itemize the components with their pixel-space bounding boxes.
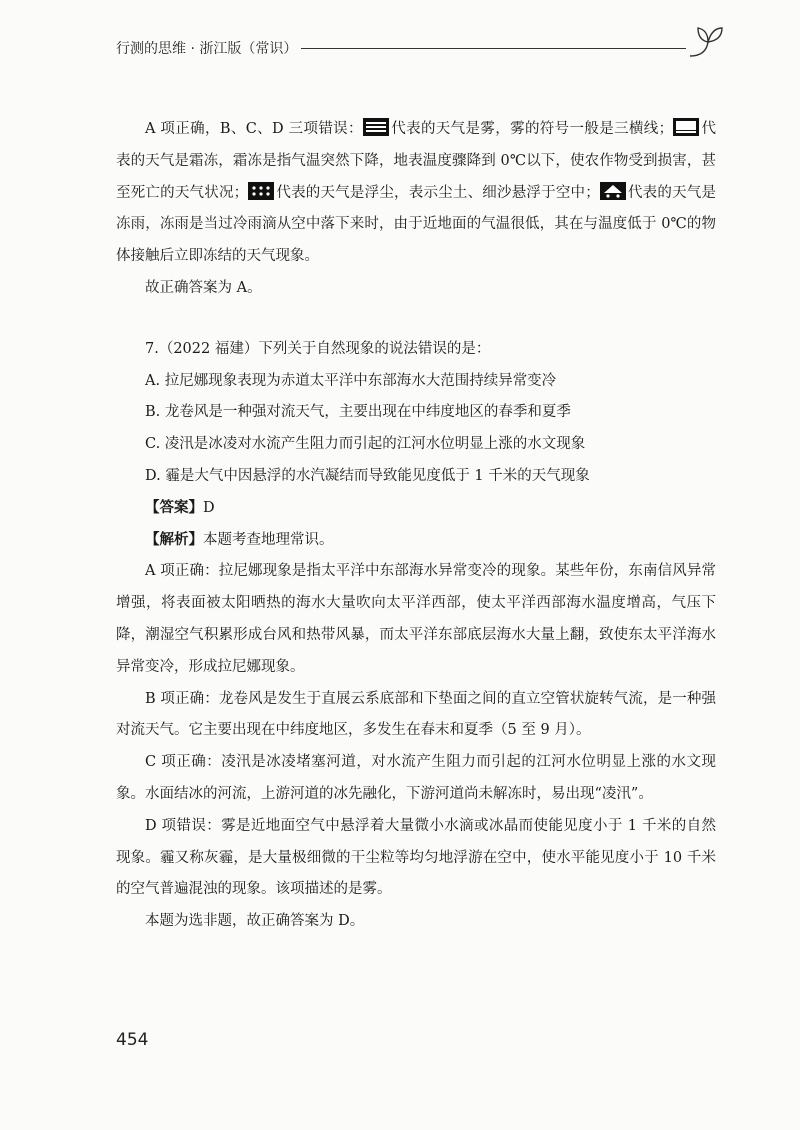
dust-description: 代表的天气是浮尘，表示尘土、细沙悬浮于空中； (276, 184, 600, 201)
question-option-d: D. 霾是大气中因悬浮的水汽凝结而导致能见度低于 1 千米的天气现象 (145, 467, 590, 484)
answer-line (116, 493, 716, 525)
question-option-a: A. 拉尼娜现象表现为赤道太平洋中东部海水大范围持续异常变冷 (145, 372, 557, 389)
analysis-paragraph-a: A 项正确：拉尼娜现象是指太平洋中东部海水异常变冷的现象。某些年份，东南信风异常增强，将表面被太阳晒热的海水大量吹向太平洋西部，使太平洋西部海水温度增高，气压下降，潮湿空气积累形成台风和热带风暴，而太平洋东部底层海水大量上翻，致使东太平洋海水异常变冷，形成拉尼娜现象。 (116, 563, 716, 675)
analysis-paragraph-c: C 项正确：凌汛是冰凌堵塞河道，对水流产生阻力而引起的江河水位明显上涨的水文现象。水面结冰的河流，上游河道的冰先融化，下游河道尚未解冻时，易出现“凌汛”。 (116, 754, 716, 802)
header-rule (301, 48, 686, 49)
answer-value: D (203, 499, 215, 516)
header-title: 行测的思维 · 浙江版（常识） (116, 41, 298, 57)
analysis-intro-line (116, 525, 716, 557)
running-header (116, 34, 716, 64)
question-option-c: C. 凌汛是冰凌对水流产生阻力而引起的江河水位明显上涨的水文现象 (145, 436, 586, 453)
leaf-sprout-icon (686, 20, 726, 60)
question-option-b: B. 龙卷风是一种强对流天气，主要出现在中纬度地区的春季和夏季 (145, 404, 571, 421)
fog-description: 代表的天气是雾，雾的符号一般是三横线； (390, 121, 674, 137)
freezing-rain-description: 代表的天气是冻雨，冻雨是当过冷雨滴从空中落下来时，由于近地面的气温很低，其在与温度低于 0℃的物体接触后立即冻结的天气现象。 (116, 184, 717, 265)
analysis-label: 【解析】 (145, 531, 203, 548)
question-stem: 7.（2022 福建）下列关于自然现象的说法错误的是： (145, 340, 491, 357)
freezing-rain-symbol-icon (600, 182, 626, 200)
page-number: 454 (116, 1030, 149, 1050)
dust-symbol-icon (248, 182, 274, 200)
section-gap (116, 305, 716, 334)
frost-description: 代表的天气是霜冻，霜冻是指气温突然下降，地表温度骤降到 0℃以下，使农作物受到损害，甚至死亡的天气状况； (116, 121, 716, 201)
answer-label: 【答案】 (145, 499, 203, 516)
fog-symbol-icon (363, 118, 389, 136)
first-conclusion: 故正确答案为 A。 (145, 279, 262, 296)
analysis-paragraph-d: D 项错误：雾是近地面空气中悬浮着大量微小水滴或冰晶而使能见度小于 1 千米的自然现象。霾又称灰霾，是大量极细微的干尘粒等均匀地浮游在空中，使水平能见度小于 10 千米的空气普遍混浊的现象。该项描述的是雾。 (116, 817, 716, 898)
analysis-paragraph-b: B 项正确：龙卷风是发生于直展云系底部和下垫面之间的直立空管状旋转气流，是一种强对流天气。它主要出现在中纬度地区，多发生在春末和夏季（5 至 9 月）。 (116, 690, 716, 739)
answer-explanation-lead: A 项正确，B、C、D 三项错误： (145, 121, 363, 137)
analysis-intro: 本题考查地理常识。 (203, 531, 334, 548)
page-content (116, 114, 716, 938)
answer-explanation-paragraph (116, 114, 716, 273)
frost-symbol-icon (673, 118, 699, 136)
analysis-conclusion: 本题为选非题，故正确答案为 D。 (145, 913, 365, 930)
